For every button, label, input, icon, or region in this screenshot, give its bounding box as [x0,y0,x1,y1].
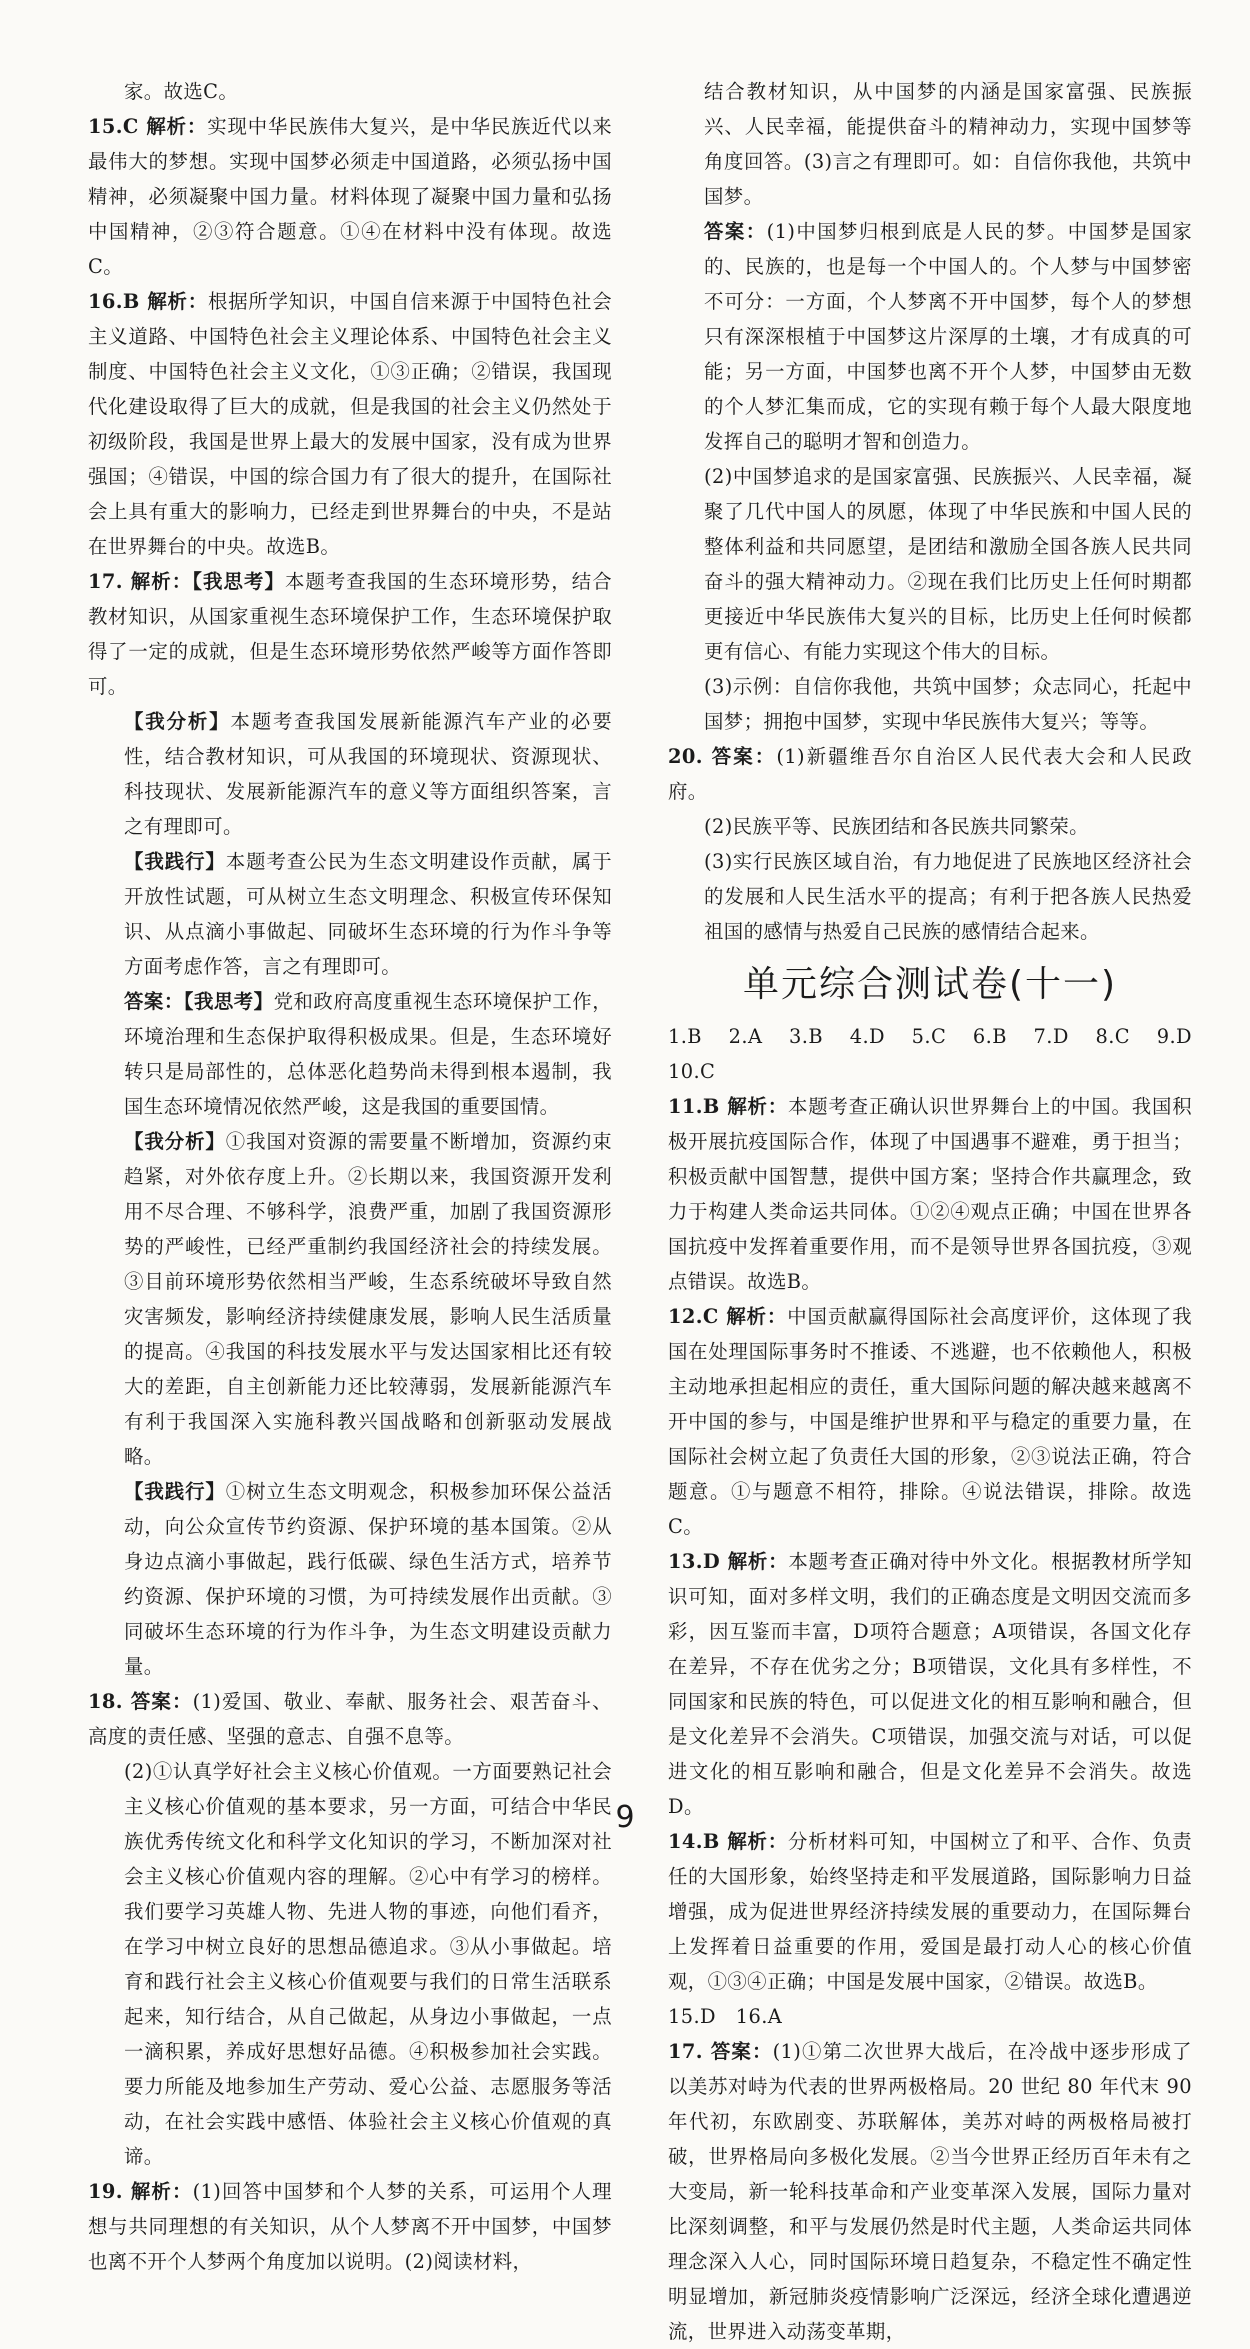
answer-paragraph [668,669,1192,739]
answer-text: (1)爱国、敬业、奉献、服务社会、艰苦奋斗、高度的责任感、坚强的意志、自强不息等。 [88,1690,612,1748]
answer-text: 本题考查我国发展新能源汽车产业的必要性，结合教材知识，可从我国的环境现状、资源现状、科技现状、发展新能源汽车的意义等方面组织答案，言之有理即可。 [124,710,613,838]
answer-paragraph [668,2034,1192,2349]
answer-text: ①树立生态文明观念，积极参加环保公益活动，向公众宣传节约资源、保护环境的基本国策。②从身边点滴小事做起，践行低碳、绿色生活方式，培养节约资源、保护环境的习惯，为可持续发展作出贡献。③同破坏生态环境的行为作斗争，为生态文明建设贡献力量。 [124,1480,613,1678]
answer-text: 家。故选C。 [124,80,239,103]
answer-text: (3)示例：自信你我他，共筑中国梦；众志同心，托起中国梦；拥抱中国梦，实现中华民族伟大复兴；等等。 [704,675,1192,733]
answer-text: 本题考查正确认识世界舞台上的中国。我国积极开展抗疫国际合作，体现了中国遇事不避难，勇于担当；积极贡献中国智慧，提供中国方案；坚持合作共赢理念，致力于构建人类命运共同体。①②④观点正确；中国在世界各国抗疫中发挥着重要作用，而不是领导世界各国抗疫，③观点错误。故选B。 [668,1095,1192,1293]
answer-label: 【我践行】 [124,1480,226,1503]
answer-paragraph [668,1999,1192,2034]
right-column [668,74,1212,2349]
answer-label: 解析：【我思考】 [122,570,285,593]
answer-text: 本题考查我国的生态环境形势，结合教材知识，从国家重视生态环境保护工作，生态环境保护取得了一定的成就，但是生态环境形势依然严峻等方面作答即可。 [88,570,612,698]
answer-label: 解析： [719,1095,788,1118]
answer-text: 结合教材知识，从中国梦的内涵是国家富强、民族振兴、人民幸福，能提供奋斗的精神动力，实现中国梦等角度回答。(3)言之有理即可。如：自信你我他，共筑中国梦。 [704,80,1192,208]
answer-label: 答案： [702,745,777,768]
answer-label: 答案： [122,1690,193,1713]
right-column-bottom [668,1019,1212,2349]
answer-label: 答案： [702,2040,773,2063]
answer-text: (2)①认真学好社会主义核心价值观。一方面要熟记社会主义核心价值观的基本要求，另一方面，可结合中华民族优秀传统文化和科学文化知识的学习，不断加深对社会主义核心价值观内容的理解。②心中有学习的榜样。我们要学习英雄人物、先进人物的事迹，向他们看齐，在学习中树立良好的思想品德追求。③从小事做起。培育和践行社会主义核心价值观要与我们的日常生活联系起来，知行结合，从自己做起，从身边小事做起，一点一滴积累，养成好思想好品德。④积极参加社会实践。要力所能及地参加生产劳动、爱心公益、志愿服务等活动，在社会实践中感悟、体验社会主义核心价值观的真谛。 [124,1760,612,2168]
answer-text: ①我国对资源的需要量不断增加，资源约束趋紧，对外依存度上升。②长期以来，我国资源开发利用不尽合理、不够科学，浪费严重，加剧了我国资源形势的严峻性，已经严重制约我国经济社会的持续发展。③目前环境形势依然相当严峻，生态系统破坏导致自然灾害频发，影响经济持续健康发展，影响人民生活质量的提高。④我国的科技发展水平与发达国家相比还有较大的差距，自主创新能力还比较薄弱，发展新能源汽车有利于我国深入实施科教兴国战略和创新驱动发展战略。 [124,1130,613,1468]
answer-paragraph [668,739,1192,809]
answer-paragraph [668,844,1192,949]
answer-paragraph [668,1019,1212,1089]
question-number: 17. [668,2040,703,2063]
question-number: 18. [88,1690,123,1713]
answer-label: 答案： [704,220,767,243]
answer-text: 根据所学知识，中国自信来源于中国特色社会主义道路、中国特色社会主义理论体系、中国特色社会主义制度、中国特色社会主义文化，①③正确；②错误，我国现代化建设取得了巨大的成就，但是我国的社会主义仍然处于初级阶段，我国是世界上最大的发展中国家，没有成为世界强国；④错误，中国的综合国力有了很大的提升，在国际社会上具有重大的影响力，已经走到世界舞台的中央，不是站在世界舞台的中央。故选B。 [88,290,612,558]
answer-label: 解析： [122,2180,193,2203]
answer-text: (1)①第二次世界大战后，在冷战中逐步形成了以美苏对峙为代表的世界两极格局。20 世纪 80 年代末 90 年代初，东欧剧变、苏联解体，美苏对峙的两极格局被打破，世界格局向多极化发展。②当今世界正经历百年未有之大变局，新一轮科技革命和产业变革深入发展，国际力量对比深刻调整，和平与发展仍然是时代主题，人类命运共同体理念深入人心，同时国际环境日趋复杂，不稳定性不确定性明显增加，新冠肺炎疫情影响广泛深远，经济全球化遭遇逆流，世界进入动荡变革期， [668,2040,1192,2343]
answer-label: 答案：【我思考】 [124,990,274,1013]
answer-text: (1)中国梦归根到底是人民的梦。中国梦是国家的、民族的，也是每一个中国人的。个人梦与中国梦密不可分：一方面，个人梦离不开中国梦，每个人的梦想只有深深根植于中国梦这片深厚的土壤，才有成真的可能；另一方面，中国梦也离不开个人梦，中国梦由无数的个人梦汇集而成，它的实现有赖于每个人最大限度地发挥自己的聪明才智和创造力。 [704,220,1192,453]
answer-text: 实现中华民族伟大复兴，是中华民族近代以来最伟大的梦想。实现中国梦必须走中国道路，必须弘扬中国精神，必须凝聚中国力量。材料体现了凝聚中国力量和弘扬中国精神，②③符合题意。①④在材料中没有体现。故选C。 [88,115,612,278]
answer-paragraph [668,1299,1192,1544]
answer-paragraph [88,1474,612,1684]
answer-paragraph [668,1544,1192,1824]
answer-text: 分析材料可知，中国树立了和平、合作、负责任的大国形象，始终坚持走和平发展道路，国际影响力日益增强，成为促进世界经济持续发展的重要动力，在国际舞台上发挥着日益重要的作用，爱国是最打动人心的核心价值观，①③④正确；中国是发展中国家，②错误。故选B。 [668,1830,1192,1993]
answer-paragraph [88,704,612,844]
question-number: 16.B [88,290,140,313]
answer-text: (2)民族平等、民族团结和各民族共同繁荣。 [704,815,1089,838]
answer-paragraph [668,809,1192,844]
answer-paragraph [88,844,612,984]
question-number: 20. [668,745,703,768]
answer-label: 解析： [718,1305,788,1328]
answer-paragraph [88,109,612,284]
answer-text: (1)新疆维吾尔自治区人民代表大会和人民政府。 [668,745,1192,803]
answer-paragraph [668,74,1192,214]
answer-paragraph [88,1124,612,1474]
answer-label: 解析： [139,290,208,313]
answer-label: 【我分析】 [124,710,231,733]
question-number: 17. [88,570,123,593]
answer-paragraph [668,1824,1192,1999]
answer-paragraph [88,564,612,704]
answer-paragraph [88,74,612,109]
page-number: 9 [615,1800,635,1835]
left-column [88,74,612,2279]
answer-paragraph [668,214,1192,459]
answer-text: (2)中国梦追求的是国家富强、民族振兴、人民幸福，凝聚了几代中国人的夙愿，体现了中华民族和中国人民的整体利益和共同愿望，是团结和激励全国各族人民共同奋斗的强大精神动力。②现在我们比历史上任何时期都更接近中华民族伟大复兴的目标，比历史上任何时候都更有信心、有能力实现这个伟大的目标。 [704,465,1192,663]
answer-text: 15.D 16.A [668,2005,783,2028]
answer-text: 中国贡献赢得国际社会高度评价，这体现了我国在处理国际事务时不推诿、不逃避，也不依赖他人，积极主动地承担起相应的责任，重大国际问题的解决越来越离不开中国的参与，中国是维护世界和平与稳定的重要力量，在国际社会树立起了负责任大国的形象，②③说法正确，符合题意。①与题意不相符，排除。④说法错误，排除。故选C。 [668,1305,1192,1538]
answer-label: 解析： [720,1550,789,1573]
answer-label: 【我践行】 [124,850,226,873]
answer-paragraph [668,459,1192,669]
answer-label: 解析： [138,115,208,138]
answer-label: 解析： [719,1830,788,1853]
right-column-top [668,74,1192,949]
answer-text: 1.B 2.A 3.B 4.D 5.C 6.B 7.D 8.C 9.D 10.C [668,1025,1212,1083]
answer-text: 党和政府高度重视生态环境保护工作，环境治理和生态保护取得积极成果。但是，生态环境好转只是局部性的，总体恶化趋势尚未得到根本遏制，我国生态环境情况依然严峻，这是我国的重要国情。 [124,990,612,1118]
question-number: 11.B [668,1095,720,1118]
question-number: 13.D [668,1550,721,1573]
answer-paragraph [88,984,612,1124]
question-number: 14.B [668,1830,720,1853]
answer-text: 本题考查公民为生态文明建设作贡献，属于开放性试题，可从树立生态文明理念、积极宣传环保知识、从点滴小事做起、同破坏生态环境的行为作斗争等方面考虑作答，言之有理即可。 [124,850,613,978]
answer-text: (3)实行民族区域自治，有力地促进了民族地区经济社会的发展和人民生活水平的提高；有利于把各族人民热爱祖国的感情与热爱自己民族的感情结合起来。 [704,850,1192,943]
answer-label: 【我分析】 [124,1130,226,1153]
answer-paragraph [88,1684,612,1754]
question-number: 15.C [88,115,139,138]
question-number: 12.C [668,1305,719,1328]
question-number: 19. [88,2180,123,2203]
answer-text: (1)回答中国梦和个人梦的关系，可运用个人理想与共同理想的有关知识，从个人梦离不开中国梦，中国梦也离不开个人梦两个角度加以说明。(2)阅读材料， [88,2180,612,2273]
section-heading: 单元综合测试卷(十一) [742,964,1118,1005]
answer-paragraph [88,2174,612,2279]
answer-paragraph [668,1089,1192,1299]
answer-paragraph [88,284,612,564]
answer-text: 本题考查正确对待中外文化。根据教材所学知识可知，面对多样文明，我们的正确态度是文明因交流而多彩，因互鉴而丰富，D项符合题意；A项错误，各国文化存在差异，不存在优劣之分；B项错误，文化具有多样性，不同国家和民族的特色，可以促进文化的相互影响和融合，但是文化差异不会消失。C项错误，加强交流与对话，可以促进文化的相互影响和融合，但是文化差异不会消失。故选D。 [668,1550,1193,1818]
